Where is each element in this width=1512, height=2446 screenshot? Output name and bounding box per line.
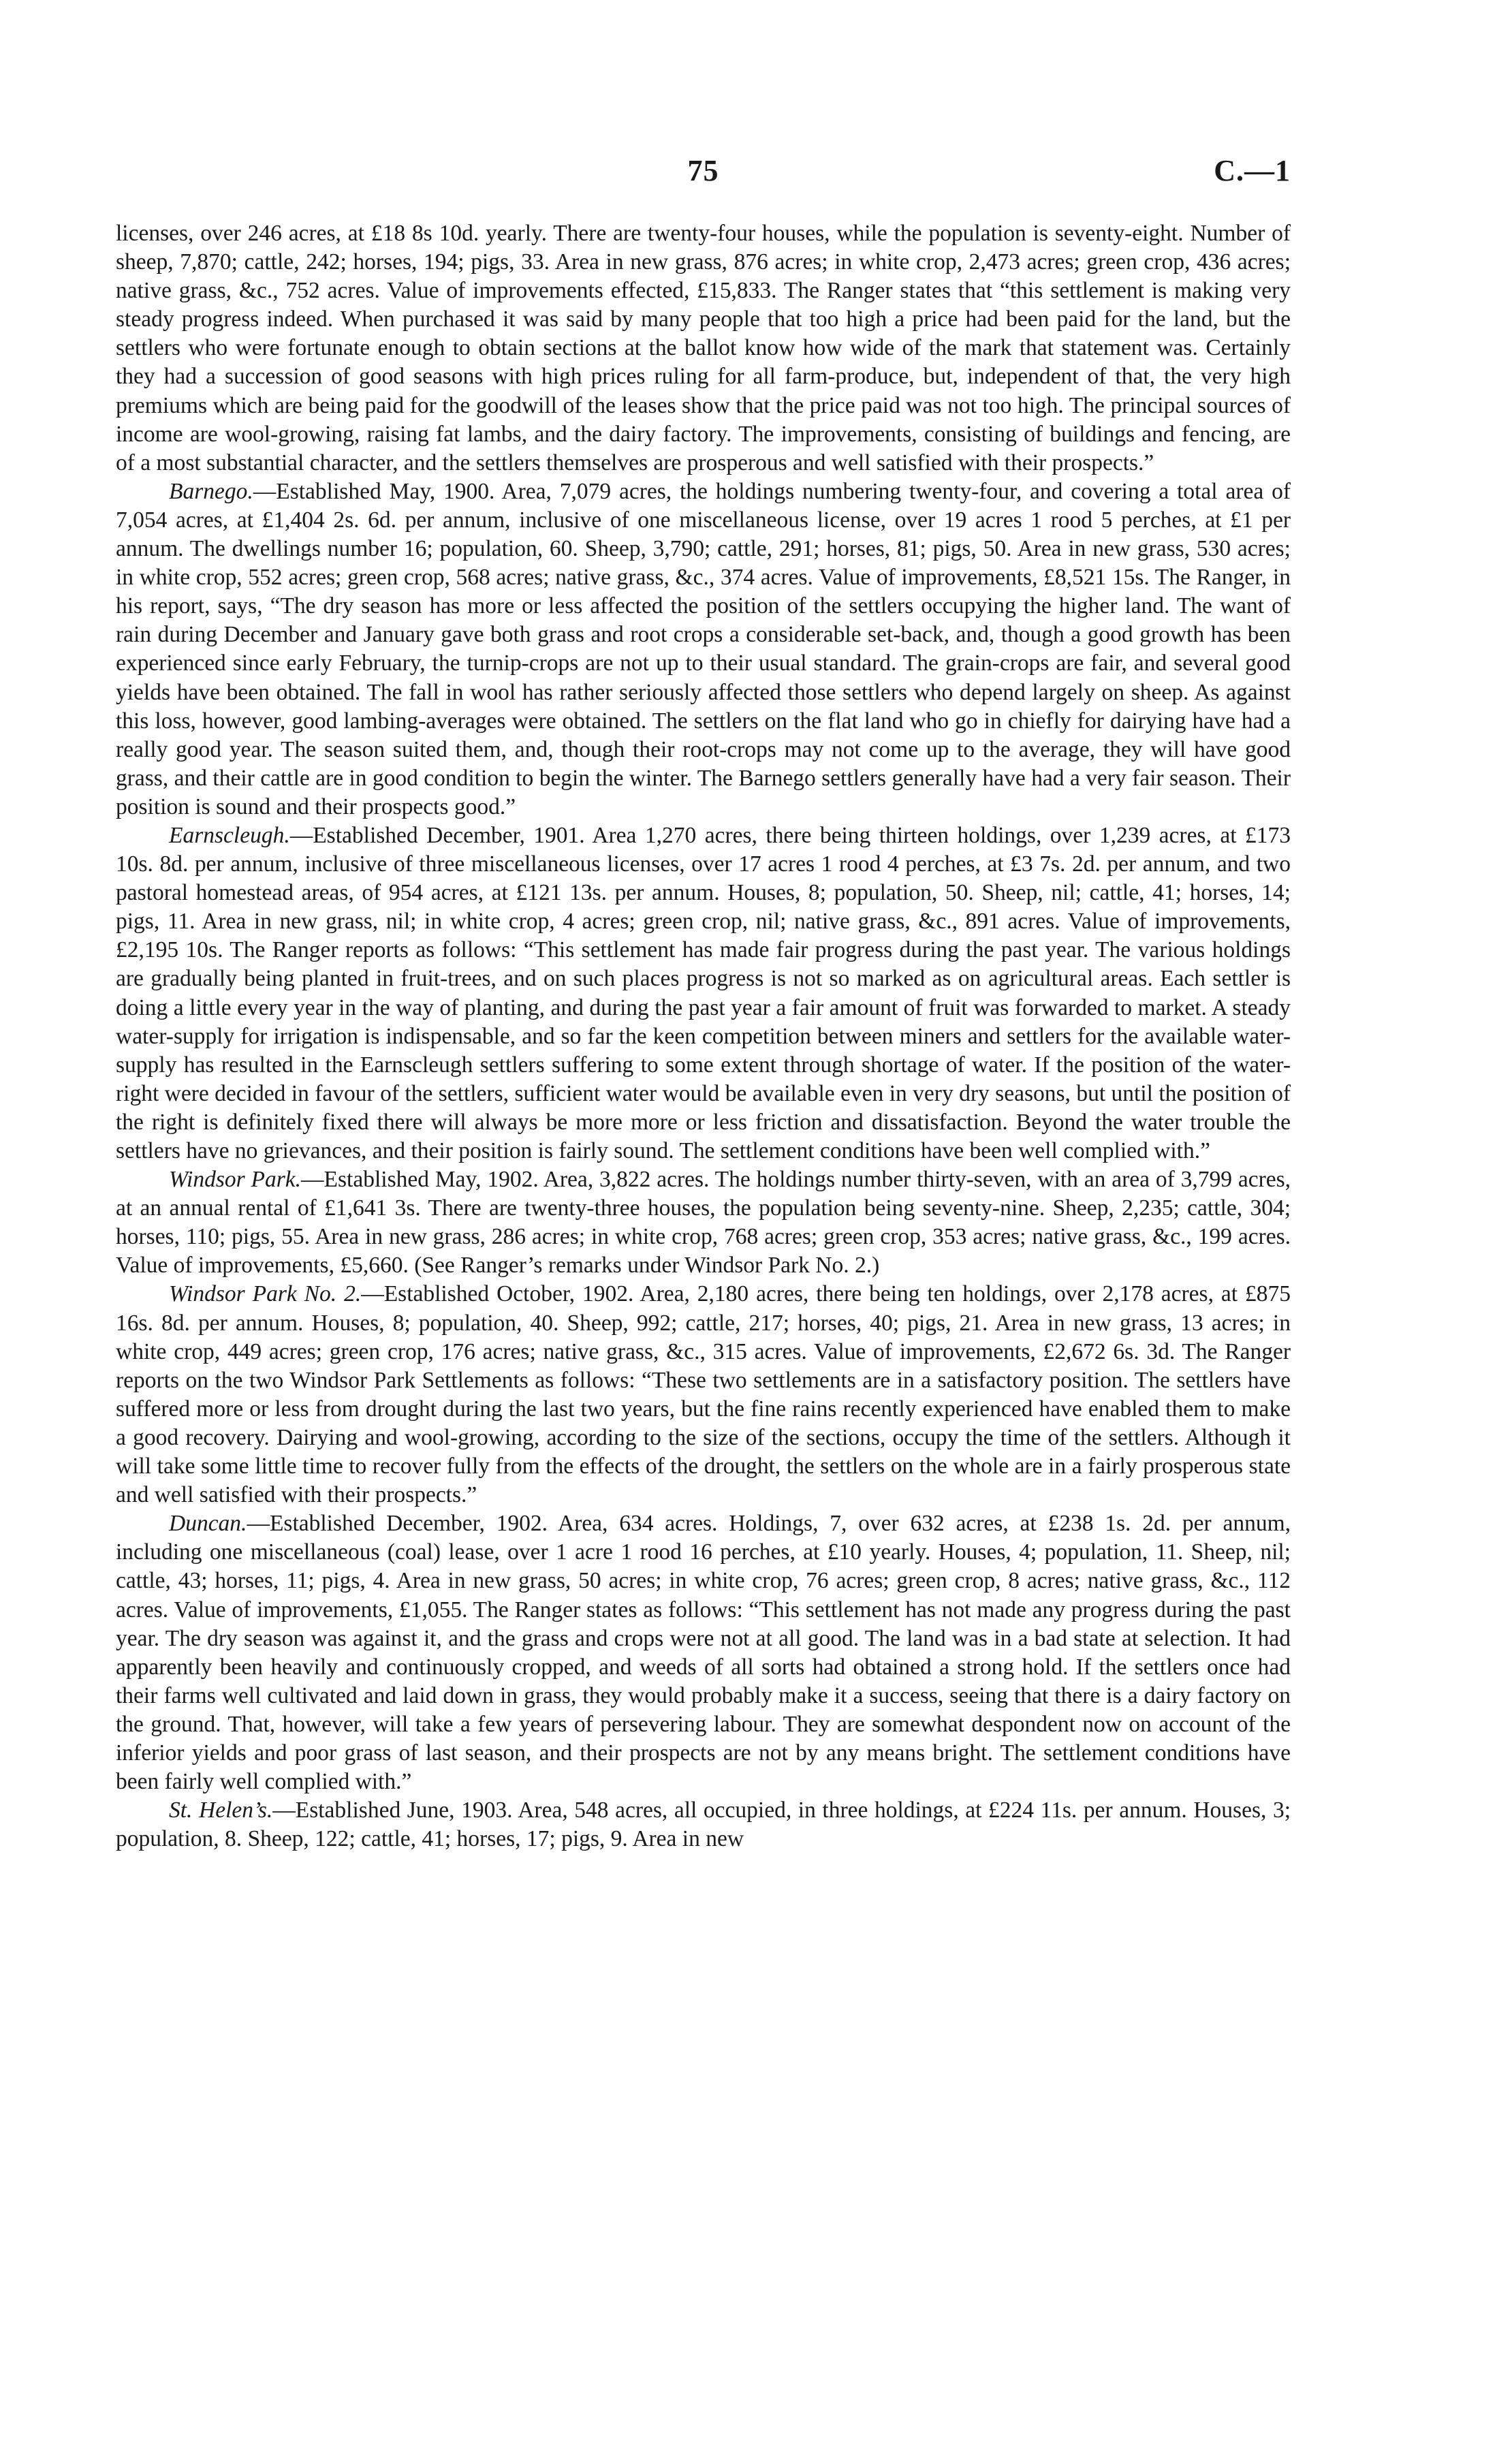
settlement-text: —Established December, 1901. Area 1,270 acres, there being thirteen holdings, over 1,239 acres, at £173 10s. 8d. per annum, inclusive of three miscellaneous licenses, over 17 acres 1 rood 4 perches, at £3 7s. 2d. per annum, and two pastoral homestead areas, of 954 acres, at £121 13s. per annum. Houses, 8; population, 50. Sheep, nil; cattle, 41; horses, 14; pigs, 11. Area in new grass, nil; in white crop, 4 acres; green crop, nil; native grass, &c., 891 acres. Value of improvements, £2,195 10s. The Ranger reports as follows: “This settlement has made fair progress during the past year. The various holdings are gradually being planted in fruit-trees, and on such places progress is not so marked as on agricultural areas. Each settler is doing a little every year in the way of planting, and during the past year a fair amount of fruit was forwarded to market. A steady water-supply for irrigation is indispensable, and so far the keen competition between miners and settlers for the available water-supply has resulted in the Earnscleugh settlers suffering to some extent through shortage of water. If the position of the water-right were decided in favour of the settlers, sufficient water would be available even in very dry seasons, but until the position of the right is definitely fixed there will always be more more or less friction and dissatisfaction. Beyond the water trouble the settlers have no grievances, and their position is fairly sound. The settlement conditions have been well complied with.” [116, 822, 1291, 1163]
document-reference: C.—1 [1214, 154, 1291, 187]
continuation-paragraph: licenses, over 246 acres, at £18 8s 10d. yearly. There are twenty-four houses, while the population is seventy-eight. Number of sheep, 7,870; cattle, 242; horses, 194; pigs, 33. Area in new grass, 876 acres; in white crop, 2,473 acres; green crop, 436 acres; native grass, &c., 752 acres. Value of improvements effected, £15,833. The Ranger states that “this settlement is making very steady progress indeed. When purchased it was said by many people that too high a price had been paid for the land, but the settlers who were fortunate enough to obtain sections at the ballot know how wide of the mark that statement was. Certainly they had a succession of good seasons with high prices ruling for all farm-produce, but, independent of that, the very high premiums which are being paid for the goodwill of the leases show that the price paid was not too high. The principal sources of income are wool-growing, raising fat lambs, and the dairy factory. The improvements, consisting of buildings and fencing, are of a most substantial character, and the settlers themselves are prosperous and well satisfied with their prospects.” [116, 221, 1291, 475]
settlement-name: Windsor Park. [169, 1167, 302, 1193]
settlement-entry-duncan [116, 1509, 1291, 1796]
settlement-text: —Established October, 1902. Area, 2,180 acres, there being ten holdings, over 2,178 acres, at £875 16s. 8d. per annum. Houses, 8; population, 40. Sheep, 992; cattle, 217; horses, 40; pigs, 21. Area in new grass, 13 acres; in white crop, 449 acres; green crop, 176 acres; native grass, &c., 315 acres. Value of improvements, £2,672 6s. 3d. The Ranger reports on the two Windsor Park Settlements as follows: “These two settlements are in a satisfactory position. The settlers have suffered more or less from drought during the last two years, but the fine rains recently experienced have enabled them to make a good recovery. Dairying and wool-growing, according to the size of the sections, occupy the time of the settlers. Although it will take some little time to recover fully from the effects of the drought, the settlers on the whole are in a fairly prosperous state and well satisfied with their prospects.” [116, 1281, 1291, 1508]
settlement-text: —Established May, 1902. Area, 3,822 acres. The holdings number thirty-seven, with an area of 3,799 acres, at an annual rental of £1,641 3s. There are twenty-three houses, the population being seventy-nine. Sheep, 2,235; cattle, 304; horses, 110; pigs, 55. Area in new grass, 286 acres; in white crop, 768 acres; green crop, 353 acres; native grass, &c., 199 acres. Value of improvements, £5,660. (See Ranger’s remarks under Windsor Park No. 2.) [116, 1167, 1291, 1279]
settlement-entry-windsor-park-no-2 [116, 1280, 1291, 1509]
settlement-name: Earnscleugh. [169, 822, 290, 848]
body-text [116, 219, 1291, 1853]
settlement-text: —Established June, 1903. Area, 548 acres, all occupied, in three holdings, at £224 11s. per annum. Houses, 3; population, 8. Sheep, 122; cattle, 41; horses, 17; pigs, 9. Area in new [116, 1798, 1291, 1852]
page-header [116, 153, 1291, 194]
settlement-name: Duncan. [169, 1511, 247, 1537]
settlement-text: —Established December, 1902. Area, 634 acres. Holdings, 7, over 632 acres, at £238 1s. 2d. per annum, including one miscellaneous (coal) lease, over 1 acre 1 rood 16 perches, at £10 yearly. Houses, 4; population, 11. Sheep, nil; cattle, 43; horses, 11; pigs, 4. Area in new grass, 50 acres; in white crop, 76 acres; green crop, 8 acres; native grass, &c., 112 acres. Value of improvements, £1,055. The Ranger states as follows: “This settlement has not made any progress during the past year. The dry season was against it, and the grass and crops were not at all good. The land was in a bad state at selection. It had apparently been heavily and continuously cropped, and weeds of all sorts had obtained a strong hold. If the settlers once had their farms well cultivated and laid down in grass, they would probably make it a success, seeing that there is a dairy factory on the ground. That, however, will take a few years of persevering labour. They are somewhat despondent now on account of the inferior yields and poor grass of last season, and their prospects are not by any means bright. The settlement conditions have been fairly well complied with.” [116, 1511, 1291, 1795]
settlement-entry-earnscleugh [116, 821, 1291, 1165]
page-number: 75 [687, 154, 719, 187]
settlement-entry-barnego [116, 477, 1291, 821]
settlement-name: Barnego. [169, 478, 253, 504]
settlement-name: Windsor Park No. 2. [169, 1281, 362, 1307]
settlement-name: St. Helen’s. [169, 1798, 273, 1823]
settlement-entry-windsor-park [116, 1165, 1291, 1280]
settlement-entry-st-helens [116, 1796, 1291, 1853]
settlement-text: —Established May, 1900. Area, 7,079 acres, the holdings numbering twenty-four, and covering a total area of 7,054 acres, at £1,404 2s. 6d. per annum, inclusive of one miscellaneous license, over 19 acres 1 rood 5 perches, at £1 per annum. The dwellings number 16; population, 60. Sheep, 3,790; cattle, 291; horses, 81; pigs, 50. Area in new grass, 530 acres; in white crop, 552 acres; green crop, 568 acres; native grass, &c., 374 acres. Value of improvements, £8,521 15s. The Ranger, in his report, says, “The dry season has more or less affected the position of the settlers occupying the higher land. The want of rain during December and January gave both grass and root crops a considerable set-back, and, though a good growth has been experienced since early February, the turnip-crops are not up to their usual standard. The grain-crops are fair, and several good yields have been obtained. The fall in wool has rather seriously affected those settlers who depend largely on sheep. As against this loss, however, good lambing-averages were obtained. The settlers on the flat land who go in chiefly for dairying have had a really good year. The season suited them, and, though their root-crops may not come up to the average, they will have good grass, and their cattle are in good condition to begin the winter. The Barnego settlers generally have had a very fair season. Their position is sound and their prospects good.” [116, 478, 1291, 819]
